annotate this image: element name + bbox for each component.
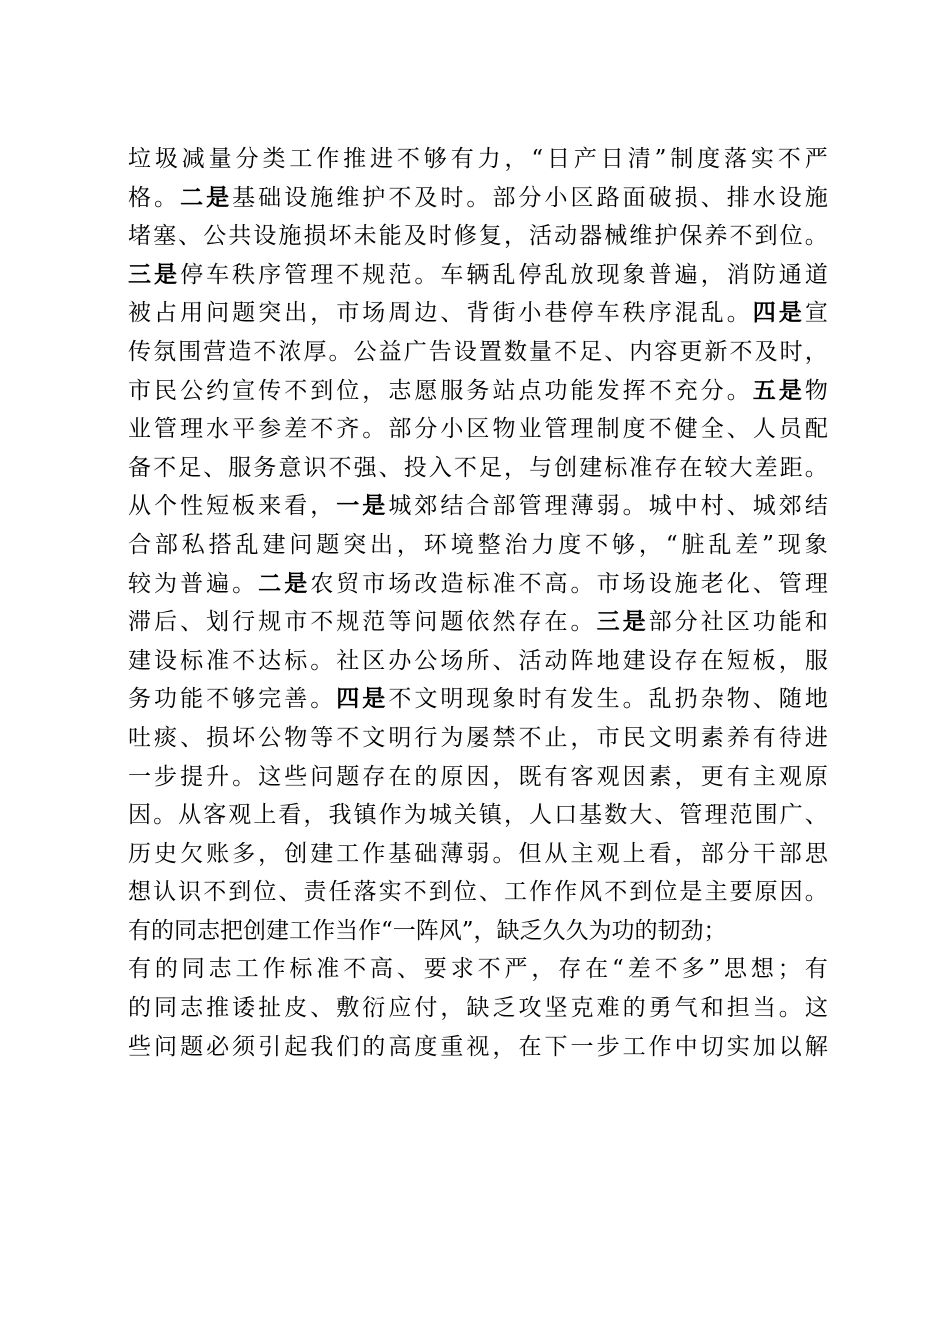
text-line: 的 同 志 推 诿 扯 皮 、 敷 衍 应 付 ， 缺 乏 攻 坚 克 难 的 勇 气 和 担 当 。 这 <box>128 995 828 1022</box>
text-line: 合 部 私 搭 乱 建 问 题 突 出 ， 环 境 整 治 力 度 不 够 ， “ 脏 乱 差 ” 现 象 <box>128 531 828 558</box>
text-line: 吐 痰 、 损 坏 公 物 等 不 文 明 行 为 屡 禁 不 止 ， 市 民 文 明 素 养 有 待 进 <box>128 724 828 751</box>
text-line: 务 功 能 不 够 完 善 。 四 是 不 文 明 现 象 时 有 发 生 。 乱 扔 杂 物 、 随 地 <box>128 685 828 713</box>
text-line: 被 占 用 问 题 突 出 ， 市 场 周 边 、 背 街 小 巷 停 车 秩 序 混 乱 。 四 是 宣 <box>128 299 828 327</box>
body-text <box>128 140 828 1066</box>
text-line: 市 民 公 约 宣 传 不 到 位 ， 志 愿 服 务 站 点 功 能 发 挥 不 充 分 。 五 是 物 <box>128 376 828 404</box>
text-line: 传 氛 围 营 造 不 浓 厚 。 公 益 广 告 设 置 数 量 不 足 、 内 容 更 新 不 及 时 ， <box>128 338 828 365</box>
text-line: 些 问 题 必 须 引 起 我 们 的 高 度 重 视 ， 在 下 一 步 工 作 中 切 实 加 以 解 <box>128 1033 828 1060</box>
text-line: 较 为 普 遍 。 二 是 农 贸 市 场 改 造 标 准 不 高 。 市 场 设 施 老 化 、 管 理 <box>128 569 828 597</box>
text-line: 建 设 标 准 不 达 标 。 社 区 办 公 场 所 、 活 动 阵 地 建 设 存 在 短 板 ， 服 <box>128 647 828 674</box>
text-line: 格 。 二 是 基 础 设 施 维 护 不 及 时 。 部 分 小 区 路 面 破 损 、 排 水 设 施 <box>128 183 828 211</box>
text-line: 一 步 提 升 。 这 些 问 题 存 在 的 原 因 ， 既 有 客 观 因 素 ， 更 有 主 观 原 <box>128 763 828 790</box>
text-line: 备 不 足 、 服 务 意 识 不 强 、 投 入 不 足 ， 与 创 建 标 准 存 在 较 大 差 距 。 <box>128 454 828 481</box>
text-line: 从 个 性 短 板 来 看 ， 一 是 城 郊 结 合 部 管 理 薄 弱 。 城 中 村 、 城 郊 结 <box>128 492 828 520</box>
text-line: 因 。 从 客 观 上 看 ， 我 镇 作 为 城 关 镇 ， 人 口 基 数 大 、 管 理 范 围 广 、 <box>128 802 828 829</box>
text-line: 垃 圾 减 量 分 类 工 作 推 进 不 够 有 力 ， “ 日 产 日 清 ” 制 度 落 实 不 严 <box>128 146 828 172</box>
text-line: 历 史 欠 账 多 ， 创 建 工 作 基 础 薄 弱 。 但 从 主 观 上 看 ， 部 分 干 部 思 <box>128 840 828 867</box>
text-line: 业 管 理 水 平 参 差 不 齐 。 部 分 小 区 物 业 管 理 制 度 不 健 全 、 人 员 配 <box>128 416 828 443</box>
text-line: 有 的 同 志 工 作 标 准 不 高 、 要 求 不 严 ， 存 在 “ 差 不 多 ” 思 想 ； 有 <box>128 956 828 983</box>
text-line: 三 是 停 车 秩 序 管 理 不 规 范 。 车 辆 乱 停 乱 放 现 象 普 遍 ， 消 防 通 道 <box>128 260 828 288</box>
text-line: 滞 后 、 划 行 规 市 不 规 范 等 问 题 依 然 存 在 。 三 是 部 分 社 区 功 能 和 <box>128 608 828 636</box>
text-line: 堵 塞 、 公 共 设 施 损 坏 未 能 及 时 修 复 ， 活 动 器 械 维 护 保 养 不 到 位 。 <box>128 223 828 250</box>
text-line: 想 认 识 不 到 位 、 责 任 落 实 不 到 位 、 工 作 作 风 不 到 位 是 主 要 原 因 。 <box>128 879 828 906</box>
text-line: 有 的 同 志 把 创 建 工 作 当 作 “ 一 阵 风 ” ， 缺 乏 久 久 为 功 的 韧 劲 ； <box>128 917 727 944</box>
